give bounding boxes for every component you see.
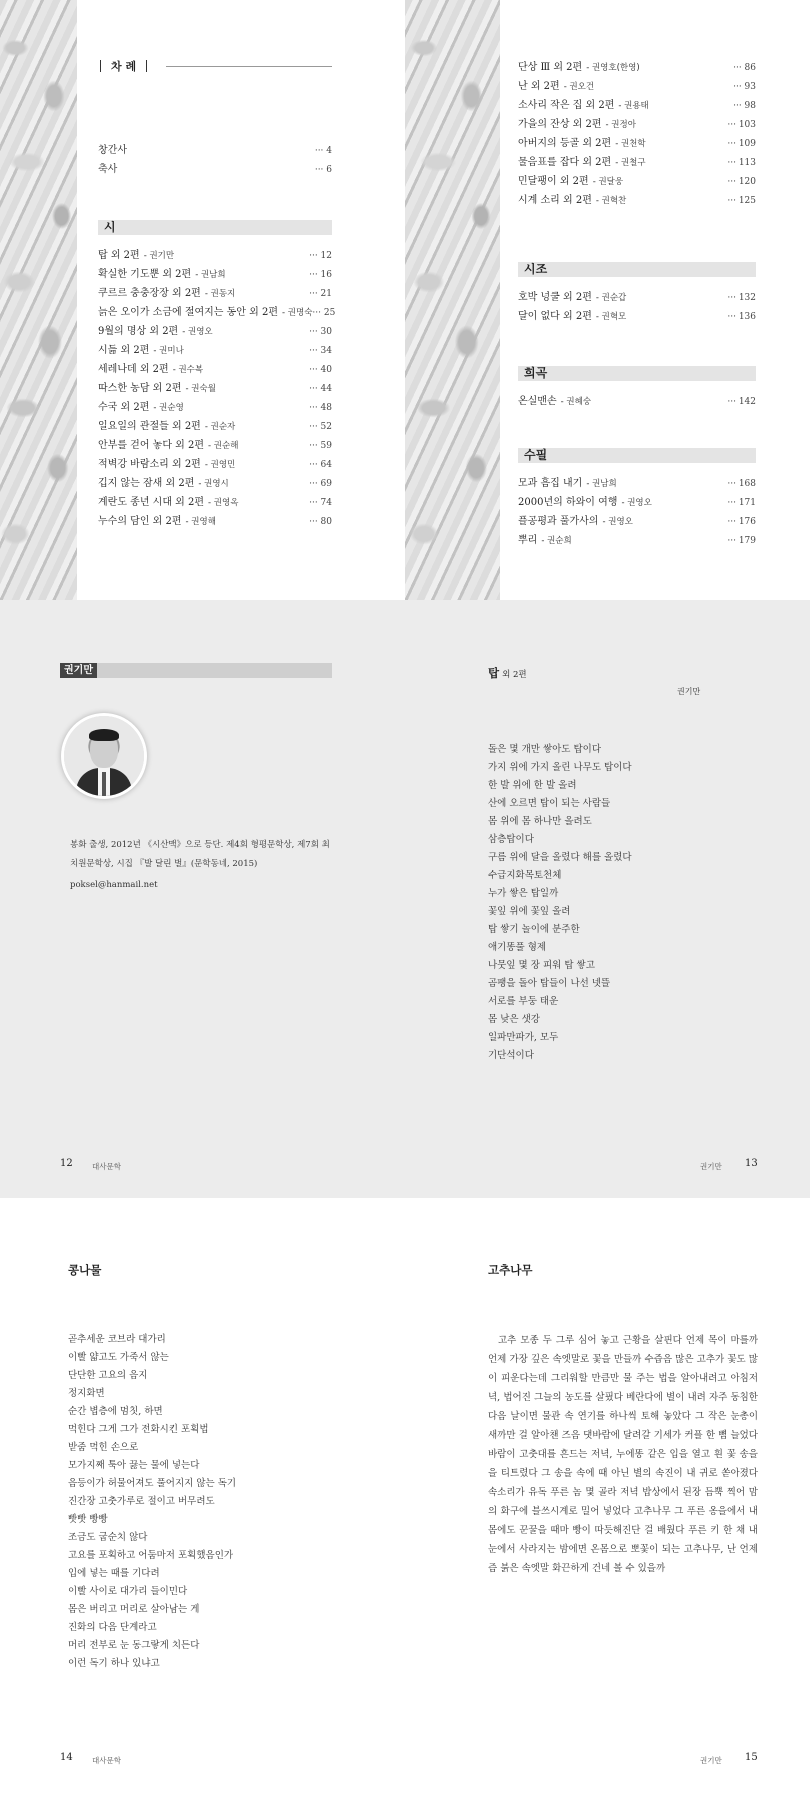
poem-line: 곧추세운 코브라 대가리 (68, 1334, 166, 1345)
poem-line: 고요를 포획하고 어둠마저 포획했음인가 (68, 1550, 234, 1561)
toc-entry[interactable]: 호박 넝쿨 외 2편 - 권순갑 ··· 132 (518, 292, 756, 303)
toc-entry[interactable]: 모과 흠집 내기 - 권남희 ··· 168 (518, 478, 756, 489)
section-heading-poetry: 시 (98, 220, 332, 235)
toc-entry[interactable]: 9월의 명상 외 2편 - 권영오 ··· 30 (98, 326, 332, 337)
toc-entry[interactable]: 확실한 기도뿐 외 2편 - 권남희 ··· 16 (98, 269, 332, 280)
poem-line: 조금도 굽순치 않다 (68, 1532, 148, 1543)
toc-entry[interactable]: 쿠르르 충충장장 외 2편 - 권동지 ··· 21 (98, 288, 332, 299)
poem-line: 순간 볍층에 멈칫, 하면 (68, 1406, 163, 1417)
marble-strip (405, 0, 500, 600)
spread-contents (0, 0, 810, 600)
author-portrait (64, 716, 144, 796)
poem-author: 권기만 (677, 687, 701, 696)
spread-author (0, 600, 810, 1198)
sijo-list (518, 288, 756, 326)
front-list (98, 141, 332, 179)
poem-body (68, 1331, 236, 1673)
poem-line: 애기똥풀 형제 (488, 942, 547, 953)
page-number: 13 (745, 1158, 758, 1169)
toc-entry[interactable]: 가을의 잔상 외 2편 - 권정아 ··· 103 (518, 119, 756, 130)
running-head: 대사문학 (92, 1756, 121, 1765)
page-number: 12 (60, 1158, 73, 1169)
poem-line: 빳빳 빵빵 (68, 1514, 108, 1525)
poem-line: 곰팽을 돌아 탑들이 나선 넷뜰 (488, 978, 611, 989)
prose-poem-body: 고추 모종 두 그루 심어 놓고 근황을 살핀다 언제 목이 마를까 언제 가장 깊은 속엣말로 꽃을 만들까 수즙음 많은 고추가 꽃도 많이 피운다는데 그리워할 만큼만 물 주는 법을 알아내려고 아침저녁, 법어진 그늘의 농도를 살핐다 베란다에 별이 내려 자주 동침한 다음 날이면 물관 속 연기를 하나씩 토해 놓았다 그 작은 눈총이 새까만 걸 알아챈 즈음 댓바람에 달려갈 기세가 커플 한 뼘 늘었다 바람이 고춧대를 흔드는 저녁, 누에똥 같은 입을 열고 흰 꽃 송을 을 티트렸다 그 송을 속에 때 아닌 별의 속진이 내 귀로 쏟아졌다 속소리가 유독 푸른 놈 몇 골라 저녁 밥상에서 된장 듬뿍 찍어 맘의 화구에 블쓰시계로 밀어 넣었다 고추나무 그 푸른 옹을에서 내 몸에도 꾼꿀을 때마 빵이 따듯해진단 걸 배웠다 푸른 키 한 채 내 눈에서 사라지는 밤에면 온몸으로 뽀꽃이 되는 고추나무, 난 언제 즘 붉은 속엣말 화끈하게 건네 볼 수 있을까 (488, 1335, 758, 1574)
section-heading-sijo: 시조 (518, 262, 756, 277)
marble-strip (0, 0, 77, 600)
page-number: 15 (745, 1752, 758, 1763)
poem-line: 음등이가 허물어져도 풀어지지 않는 독기 (68, 1478, 237, 1489)
poem-title: 고추나무 (488, 1263, 533, 1277)
toc-entry[interactable]: 플공평과 풀가사의 - 권영오 ··· 176 (518, 516, 756, 527)
toc-entry[interactable]: 단상 Ⅲ 외 2편 - 권영호(한영) ··· 86 (518, 62, 756, 73)
poem-line: 먹힌다 그게 그가 전화시킨 포획법 (68, 1424, 209, 1435)
poem-line: 누가 쌓은 탑일까 (488, 888, 559, 899)
running-head: 대사문학 (92, 1162, 121, 1171)
essay-list (518, 474, 756, 550)
author-page (0, 600, 405, 1198)
running-head: 권기만 (700, 1162, 722, 1171)
toc-entry[interactable]: 2000년의 하와이 여행 - 권영오 ··· 171 (518, 497, 756, 508)
poem-line: 꽃잎 위에 꽃잎 올려 (488, 906, 571, 917)
poem-line: 입에 넣는 때를 기다려 (68, 1568, 160, 1579)
poem-line: 단단한 고요의 음지 (68, 1370, 148, 1381)
contents-page-right (405, 0, 810, 600)
toc-entry[interactable]: 난 외 2편 - 권오건 ··· 93 (518, 81, 756, 92)
poem-line: 산에 오르면 탑이 되는 사람들 (488, 798, 611, 809)
poem-line: 삼층탑이다 (488, 834, 534, 845)
toc-entry[interactable]: 시계 소리 외 2편 - 권혁찬 ··· 125 (518, 195, 756, 206)
toc-entry[interactable]: 늙은 오이가 소금에 절여지는 동안 외 2편 - 권명숙 ··· 25 (98, 307, 336, 318)
toc-entry[interactable]: 깁지 않는 잠새 외 2편 - 권영시 ··· 69 (98, 478, 332, 489)
toc-entry[interactable]: 따스한 농담 외 2편 - 권숙월 ··· 44 (98, 383, 332, 394)
toc-entry[interactable]: 달이 없다 외 2편 - 권혁모 ··· 136 (518, 311, 756, 322)
toc-entry[interactable]: 민달팽이 외 2편 - 권달웅 ··· 120 (518, 176, 756, 187)
spread-poems (0, 1198, 810, 1796)
poem-line: 가지 위에 가지 올린 나무도 탑이다 (488, 762, 632, 773)
poem-title: 콩나물 (68, 1263, 102, 1277)
author-tag: 권기만 (60, 663, 97, 678)
toc-entry[interactable]: 세레나데 외 2편 - 권수복 ··· 40 (98, 364, 332, 375)
toc-entry[interactable]: 일요일의 관절들 외 2편 - 권순자 ··· 52 (98, 421, 332, 432)
toc-entry[interactable]: 물음표를 잡다 외 2편 - 권철구 ··· 113 (518, 157, 756, 168)
author-tag-band (60, 663, 332, 678)
author-email[interactable]: poksel@hanmail.net (70, 880, 158, 890)
header-bar (100, 60, 101, 72)
running-head: 권기만 (700, 1756, 722, 1765)
poem-line: 모가지째 툭아 끓는 물에 넣는다 (68, 1460, 200, 1471)
poem-body (488, 741, 632, 1065)
toc-entry[interactable]: 누수의 담인 외 2편 - 권영해 ··· 80 (98, 516, 332, 527)
poetry-list (98, 246, 336, 531)
poem-page-right (405, 1198, 810, 1796)
poem-line: 진화의 다음 단계라고 (68, 1622, 157, 1633)
contents-header (100, 58, 157, 74)
section-heading-essay: 수필 (518, 448, 756, 463)
poem-line: 이빨 사이로 대가리 들이민다 (68, 1586, 188, 1597)
toc-entry[interactable]: 소사리 작은 집 외 2편 - 권용태 ··· 98 (518, 100, 756, 111)
contents-page-left (0, 0, 405, 600)
poem-line: 이런 독기 하나 있냐고 (68, 1658, 160, 1669)
header-bar (146, 60, 147, 72)
poem-line: 돌은 몇 개만 쌓아도 탑이다 (488, 744, 602, 755)
page-number: 14 (60, 1752, 73, 1763)
toc-entry[interactable]: 계란도 종년 시대 외 2편 - 권영옥 ··· 74 (98, 497, 332, 508)
toc-entry[interactable]: 시듦 외 2편 - 권미나 ··· 34 (98, 345, 332, 356)
header-rule (166, 66, 332, 67)
poem-title: 탑 외 2편 (488, 666, 527, 680)
toc-entry[interactable]: 수국 외 2편 - 권순영 ··· 48 (98, 402, 332, 413)
drama-list (518, 392, 756, 411)
toc-entry[interactable]: 뿌리 - 권순희 ··· 179 (518, 535, 756, 546)
poem-page-left (0, 1198, 405, 1796)
poem-line: 수급지화목토천체 (488, 870, 562, 881)
toc-entry[interactable]: 적벽강 바람소리 외 2편 - 권영민 ··· 64 (98, 459, 332, 470)
poem-line: 구름 위에 달을 올렸다 해를 올렸다 (488, 852, 632, 863)
toc-entry[interactable]: 안부를 걷어 놓다 외 2편 - 권순해 ··· 59 (98, 440, 332, 451)
section-heading-drama: 희곡 (518, 366, 756, 381)
poem-line: 몸 위에 몸 하나만 올려도 (488, 816, 592, 827)
poem-line: 탑 쌓기 놀이에 분주한 (488, 924, 580, 935)
toc-entry[interactable]: 축사 ··· 6 (98, 164, 332, 175)
poem-line: 이빨 얇고도 가죽서 않는 (68, 1352, 169, 1363)
poem-line: 정지화면 (68, 1388, 105, 1399)
poem-line: 기단석이다 (488, 1050, 534, 1061)
poem-page (405, 600, 810, 1198)
poem-line: 진간장 고춧가루로 절이고 버무려도 (68, 1496, 215, 1507)
toc-entry[interactable]: 아버지의 등골 외 2편 - 권천학 ··· 109 (518, 138, 756, 149)
author-bio: 봉화 출생, 2012년 《시산맥》으로 등단. 제4회 형평문학상, 제7회 최치원문학상, 시집 『발 달린 벌』(문학동네, 2015) (70, 840, 330, 869)
poem-line: 받줌 먹힌 손으로 (68, 1442, 139, 1453)
poem-line: 머리 전부로 눈 동그랗게 치든다 (68, 1640, 200, 1651)
toc-entry[interactable]: 창간사 ··· 4 (98, 145, 332, 156)
poem-line: 서로를 부둥 태운 (488, 996, 559, 1007)
poem-line: 몸은 버리고 머리로 살아남는 게 (68, 1604, 200, 1615)
contents-label: 차 례 (111, 60, 137, 73)
toc-entry[interactable]: 탑 외 2편 - 권기만 ··· 12 (98, 250, 332, 261)
toc-entry[interactable]: 온실맨손 - 권혜숭 ··· 142 (518, 396, 756, 407)
poem-line: 나뭇잎 몇 장 피워 탑 쌓고 (488, 960, 595, 971)
poetry-list-continued (518, 58, 756, 210)
poem-line: 일파만파가, 모두 (488, 1032, 559, 1043)
poem-line: 몸 낮은 샛강 (488, 1014, 540, 1025)
poem-line: 한 발 위에 한 발 올려 (488, 780, 577, 791)
